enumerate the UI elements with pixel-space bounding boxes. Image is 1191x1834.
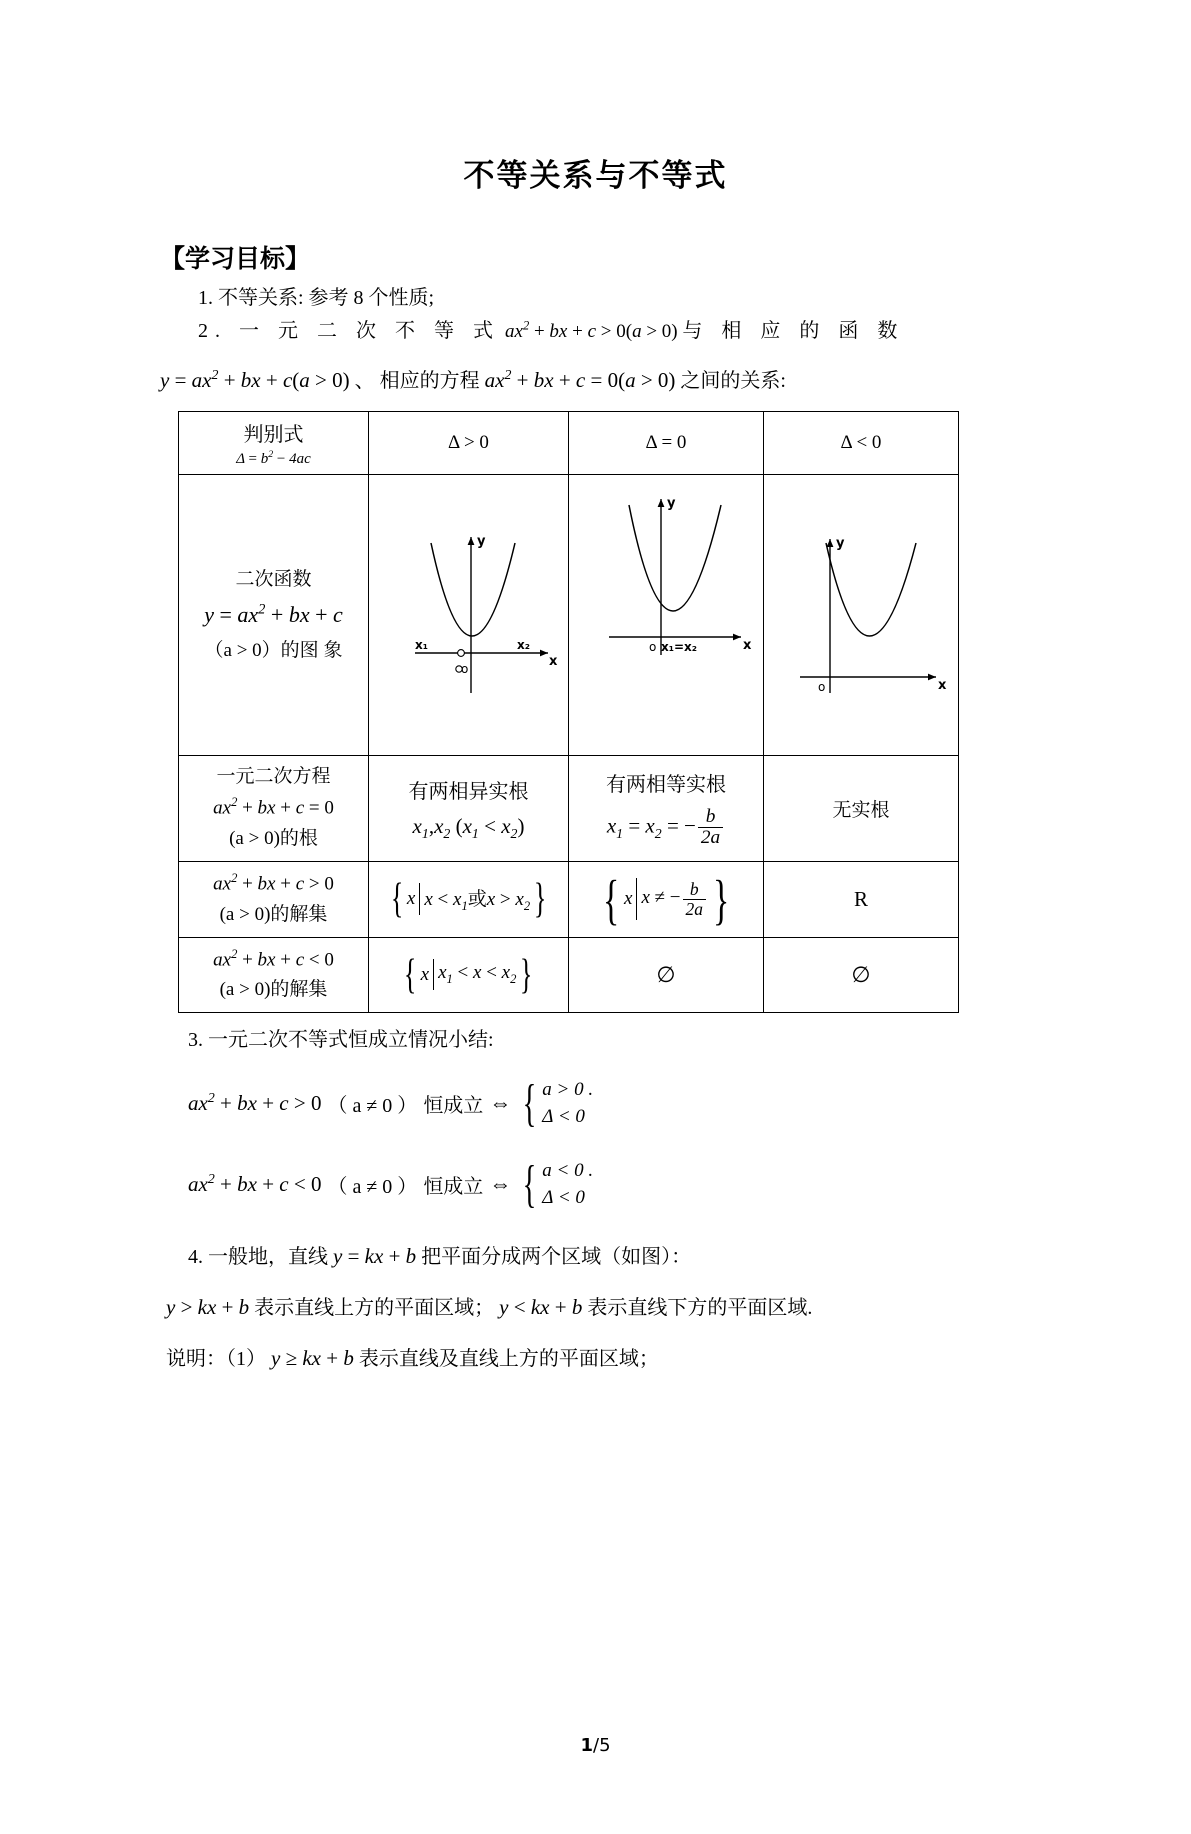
two-distinct-roots-formula: $x_1,x_2$ $(x_1 < x_2)$ [412, 813, 525, 841]
note-tail: 表示直线及直线上方的平面区域； [358, 1347, 659, 1370]
section4-line-3 [166, 1342, 1043, 1371]
formula-2-expression: $ax^2$ + bx + c < 0 [188, 1171, 322, 1197]
parabola-one-root-graph [573, 481, 769, 743]
cell-no-real-roots: 无实根 [764, 756, 959, 862]
parabola-two-roots-graph [373, 481, 571, 743]
svg-text:y: y [477, 534, 486, 550]
gt-solution-set-equal [598, 868, 734, 931]
cell-function-label [179, 475, 369, 756]
footer-total-pages: 5 [599, 1735, 611, 1756]
formula-1-system [517, 1074, 593, 1133]
function-condition: （a > 0）的图 [204, 640, 319, 662]
lt-set-variable: x [420, 963, 430, 985]
cell-graph-two-roots [369, 475, 569, 756]
svg-text:x₂: x₂ [517, 638, 530, 653]
cell-graph-one-root [569, 475, 764, 756]
svg-text:x: x [938, 678, 947, 694]
cell-lt-solution-two-roots [369, 937, 569, 1012]
function-title: 二次函数 [235, 568, 312, 590]
formula-1-arrow-icon: ⇔ [489, 1090, 512, 1116]
footer-current-page: 1 [580, 1735, 593, 1756]
left-brace-icon: { [390, 876, 404, 923]
function-condition-2: 象 [323, 640, 343, 662]
equation-expression: $ax^2$ + bx + c = 0 [213, 795, 334, 819]
two-equal-roots-formula: $x_1 = x_2$ = − $\frac{b}{2a}$ [573, 807, 759, 849]
right-brace-icon: } [520, 951, 533, 998]
lt-condition: (a > 0)的解集 [219, 979, 328, 1001]
svg-text:x₁: x₁ [415, 638, 428, 653]
set-divider-icon [433, 959, 434, 991]
formula-1-condition: （ a ≠ 0 ） [327, 1094, 418, 1117]
section3-formula-1 [188, 1074, 1043, 1133]
cell-graph-no-root [764, 475, 959, 756]
objective-2-prefix: 2. 一 元 二 次 不 等 式 [198, 320, 500, 342]
parabola-no-root-graph [768, 481, 964, 743]
gt-set-condition-2: x ≠ − $\frac{b}{2a}$ [641, 880, 708, 918]
section4-line-1 [188, 1240, 1043, 1269]
formula-1-system-rows [542, 1076, 593, 1131]
region-above-formula: y > kx + b [166, 1294, 250, 1319]
formula-2-text: 恒成立 [423, 1175, 484, 1198]
cell-gt-solution-two-roots [369, 861, 569, 937]
function-formula: $y = ax^2$ + bx + c(a > 0) [160, 367, 350, 393]
left-brace-icon: { [404, 951, 417, 998]
footer-separator: / [593, 1735, 600, 1756]
gt-expression: $ax^2$ + bx + c > 0 [213, 871, 334, 895]
cell-two-equal-roots [569, 756, 764, 862]
objective-item-1: 1. 不等关系: 参考 8 个性质; [198, 287, 435, 309]
section4-line-formula: y = kx + b [333, 1243, 417, 1268]
svg-text:o: o [818, 680, 826, 695]
svg-text:x₁=x₂: x₁=x₂ [661, 640, 698, 655]
formula-2-sys-line-1: a < 0 . [542, 1159, 594, 1181]
right-brace-icon: } [712, 868, 730, 930]
section3-formula-2 [188, 1155, 1043, 1214]
section4-tail: 把平面分成两个区域（如图）： [421, 1245, 692, 1268]
right-brace-icon: } [533, 876, 547, 923]
page-title: 不等关系与不等式 [463, 158, 728, 194]
region-below-text: 表示直线下方的平面区域. [587, 1296, 813, 1319]
discriminant-formula: $\Delta = b^2 - 4ac$ [236, 449, 311, 468]
formula-2-arrow-icon: ⇔ [489, 1171, 512, 1197]
formula-1-sys-line-2: Δ < 0 [542, 1106, 585, 1128]
formula-2-system-rows [542, 1157, 593, 1212]
left-brace-icon: { [602, 868, 620, 930]
svg-text:o: o [649, 640, 657, 655]
cell-gt-solution-all-reals: R [764, 861, 959, 937]
two-equal-roots-text: 有两相等实根 [606, 774, 726, 797]
lt-expression: $ax^2$ + bx + c < 0 [213, 946, 334, 970]
objective-2-formula: $ax^2$ + bx + c > 0(a > 0) [505, 318, 678, 342]
formula-2-system [517, 1155, 593, 1214]
document-page [0, 150, 1191, 1834]
svg-text:y: y [836, 536, 845, 552]
cell-delta-negative: Δ < 0 [764, 412, 959, 475]
gt-condition: (a > 0)的解集 [219, 903, 328, 925]
comparison-table [178, 411, 959, 1013]
cell-lt-label [179, 937, 369, 1012]
cell-equation-label [179, 756, 369, 862]
section4-line-2 [166, 1291, 1043, 1320]
objective-item-2 [198, 312, 1043, 350]
region-below-formula: y < kx + b [499, 1294, 583, 1319]
table-row-function-graphs [179, 475, 959, 756]
equation-formula: $ax^2$ + bx + c = 0(a > 0) [484, 367, 676, 393]
formula-1-text: 恒成立 [423, 1094, 484, 1117]
equation-title: 一元二次方程 [216, 766, 331, 788]
table-row-equation-roots [179, 756, 959, 862]
region-above-text: 表示直线上方的平面区域； [254, 1296, 495, 1319]
cell-discriminant-label [179, 412, 369, 475]
formula-1-sys-line-1: a > 0 . [542, 1078, 594, 1100]
section-heading-objectives: 【学习目标】 [160, 244, 311, 273]
two-distinct-roots-text: 有两相异实根 [408, 780, 529, 803]
formula-2-sys-line-2: Δ < 0 [542, 1187, 585, 1209]
set-divider-icon [419, 883, 420, 915]
objective-2-suffix: 与 相 应 的 函 数 [682, 320, 905, 342]
lt-set-condition: $x_1 < x < x_2$ [438, 962, 517, 987]
table-row-solution-lt [179, 937, 959, 1012]
cell-lt-empty-set-2: ∅ [764, 937, 959, 1012]
cell-gt-solution-one-root [569, 861, 764, 937]
relation-label: 之间的关系: [680, 370, 786, 393]
cell-gt-label [179, 861, 369, 937]
separator-mark: 、 [354, 370, 375, 393]
gt-set-variable-2: x [624, 888, 633, 910]
svg-text:y: y [667, 496, 676, 512]
note-lead: 说明：（1） [166, 1347, 266, 1370]
equation-label: 相应的方程 [379, 370, 480, 393]
gt-set-variable: x [406, 888, 416, 910]
discriminant-title: 判别式 [243, 424, 304, 447]
objective-2-line2 [160, 364, 1043, 393]
svg-text:o: o [461, 662, 469, 677]
gt-solution-set [387, 875, 551, 923]
cell-two-distinct-roots [369, 756, 569, 862]
cell-delta-zero: Δ = 0 [569, 412, 764, 475]
formula-1-expression: $ax^2$ + bx + c > 0 [188, 1090, 322, 1116]
gt-set-condition: $x < x_1$或$x > x_2$ [424, 889, 531, 913]
table-row-solution-gt [179, 861, 959, 937]
svg-text:x: x [549, 654, 558, 670]
equation-condition: (a > 0)的根 [229, 828, 318, 850]
left-brace-icon: { [522, 1074, 537, 1132]
lt-solution-set [400, 951, 536, 999]
section3-heading: 3. 一元二次不等式恒成立情况小结: [188, 1028, 494, 1051]
formula-2-condition: （ a ≠ 0 ） [327, 1175, 418, 1198]
cell-lt-empty-set-1: ∅ [569, 937, 764, 1012]
table-row-header [179, 412, 959, 475]
function-expression: $y = ax^2$ + bx + c [204, 601, 343, 628]
svg-text:x: x [743, 638, 752, 654]
left-brace-icon: { [522, 1155, 537, 1213]
set-divider-icon [636, 878, 637, 920]
section4-lead: 4. 一般地，直线 [188, 1245, 328, 1268]
cell-delta-positive: Δ > 0 [369, 412, 569, 475]
page-footer [0, 1735, 1191, 1756]
note-formula: y ≥ kx + b [271, 1345, 354, 1370]
